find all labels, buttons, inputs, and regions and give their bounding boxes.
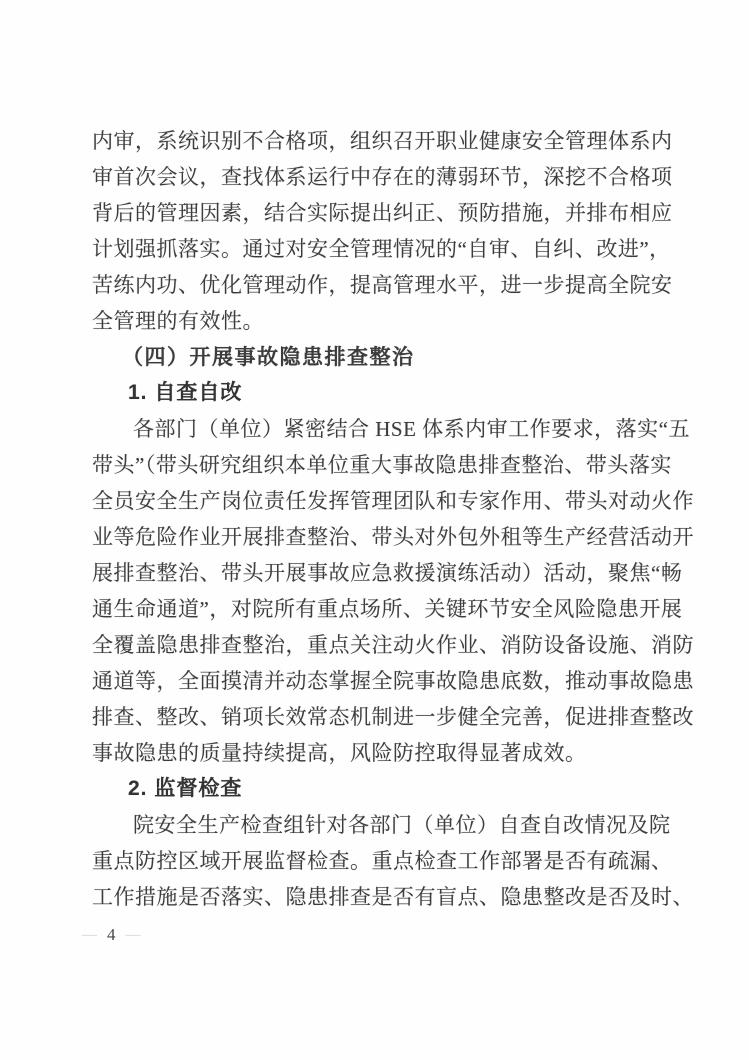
subsection-heading-1: 1. 自查自改 xyxy=(128,381,243,404)
text-line: 业等危险作业开展排查整治、带头对外包外租等生产经营活动开 xyxy=(92,525,694,549)
text-line: 全覆盖隐患排查整治，重点关注动火作业、消防设备设施、消防 xyxy=(92,633,694,657)
footer-left-dash: — xyxy=(82,927,97,943)
text-line: 背后的管理因素，结合实际提出纠正、预防措施，并排布相应 xyxy=(92,201,673,225)
text-line: 通道等，全面摸清并动态掌握全院事故隐患底数，推动事故隐患 xyxy=(92,669,694,693)
footer-right-dash: — xyxy=(125,927,141,943)
page-footer xyxy=(82,920,141,950)
document-text-block xyxy=(92,123,694,915)
text-line: 工作措施是否落实、隐患排查是否有盲点、隐患整改是否及时、 xyxy=(92,885,694,909)
text-line: 展排查整治、带头开展事故应急救援演练活动）活动，聚焦“畅 xyxy=(92,561,683,585)
page-number: 4 xyxy=(107,925,116,944)
text-line: 内审，系统识别不合格项，组织召开职业健康安全管理体系内 xyxy=(92,129,673,153)
text-line: 重点防控区域开展监督检查。重点检查工作部署是否有疏漏、 xyxy=(92,849,673,873)
subsection-heading-2: 2. 监督检查 xyxy=(128,777,243,800)
text-line: 全员安全生产岗位责任发挥管理团队和专家作用、带头对动火作 xyxy=(92,489,694,513)
text-line: 各部门（单位）紧密结合 HSE 体系内审工作要求，落实“五 xyxy=(133,417,690,441)
text-line: 带头”（带头研究组织本单位重大事故隐患排查整治、带头落实 xyxy=(92,453,672,477)
text-line: 计划强抓落实。通过对安全管理情况的“自审、自纠、改进”， xyxy=(92,237,671,261)
section-heading-four: （四）开展事故隐患排查整治 xyxy=(122,345,415,369)
text-line: 院安全生产检查组针对各部门（单位）自查自改情况及院 xyxy=(133,813,671,837)
text-line: 通生命通道”，对院所有重点场所、关键环节安全风险隐患开展 xyxy=(92,597,683,621)
text-line: 苦练内功、优化管理动作，提高管理水平，进一步提高全院安 xyxy=(92,273,673,297)
text-line: 事故隐患的质量持续提高，风险防控取得显著成效。 xyxy=(92,741,587,765)
text-line: 审首次会议，查找体系运行中存在的薄弱环节，深挖不合格项 xyxy=(92,165,673,189)
text-line: 排查、整改、销项长效常态机制进一步健全完善，促进排查整改 xyxy=(92,705,694,729)
text-line: 全管理的有效性。 xyxy=(92,309,264,333)
